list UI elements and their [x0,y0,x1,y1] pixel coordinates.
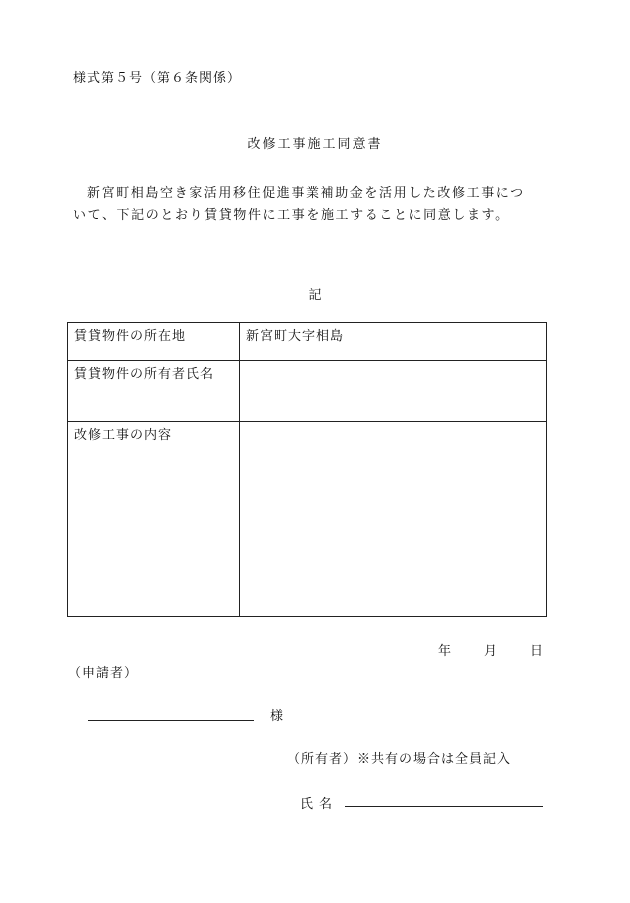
property-location-label: 賃貸物件の所在地 [68,323,240,361]
table-row [68,323,547,361]
property-owner-name-label: 賃貸物件の所有者氏名 [68,361,240,422]
statement-line-2: いて、下記のとおり賃貸物件に工事を施工することに同意します。 [73,208,510,223]
owner-note: （所有者）※共有の場合は全員記入 [287,752,512,767]
ki-heading: 記 [308,288,322,303]
applicant-label: （申請者） [68,666,139,681]
property-owner-name-value[interactable] [240,361,547,422]
table-row [68,361,547,422]
table-row [68,422,547,617]
owner-name-signature-line[interactable] [345,806,543,807]
date-month-label: 月 [484,644,499,659]
owner-name-label: 氏名 [300,797,339,812]
property-info-table [67,322,547,617]
honorific-sama: 様 [270,709,284,724]
renovation-content-value[interactable] [240,422,547,617]
statement-line-1: 新宮町相島空き家活用移住促進事業補助金を活用した改修工事につ [87,186,525,201]
date-line [438,640,544,659]
date-year-label: 年 [438,644,453,659]
renovation-content-label: 改修工事の内容 [68,422,240,617]
document-title: 改修工事施工同意書 [247,137,383,152]
date-day-label: 日 [530,644,545,659]
consent-statement [73,183,553,227]
addressee-signature-line[interactable] [88,720,254,721]
property-location-value[interactable]: 新宮町大字相島 [240,323,547,361]
form-number: 様式第５号（第６条関係） [73,71,242,86]
